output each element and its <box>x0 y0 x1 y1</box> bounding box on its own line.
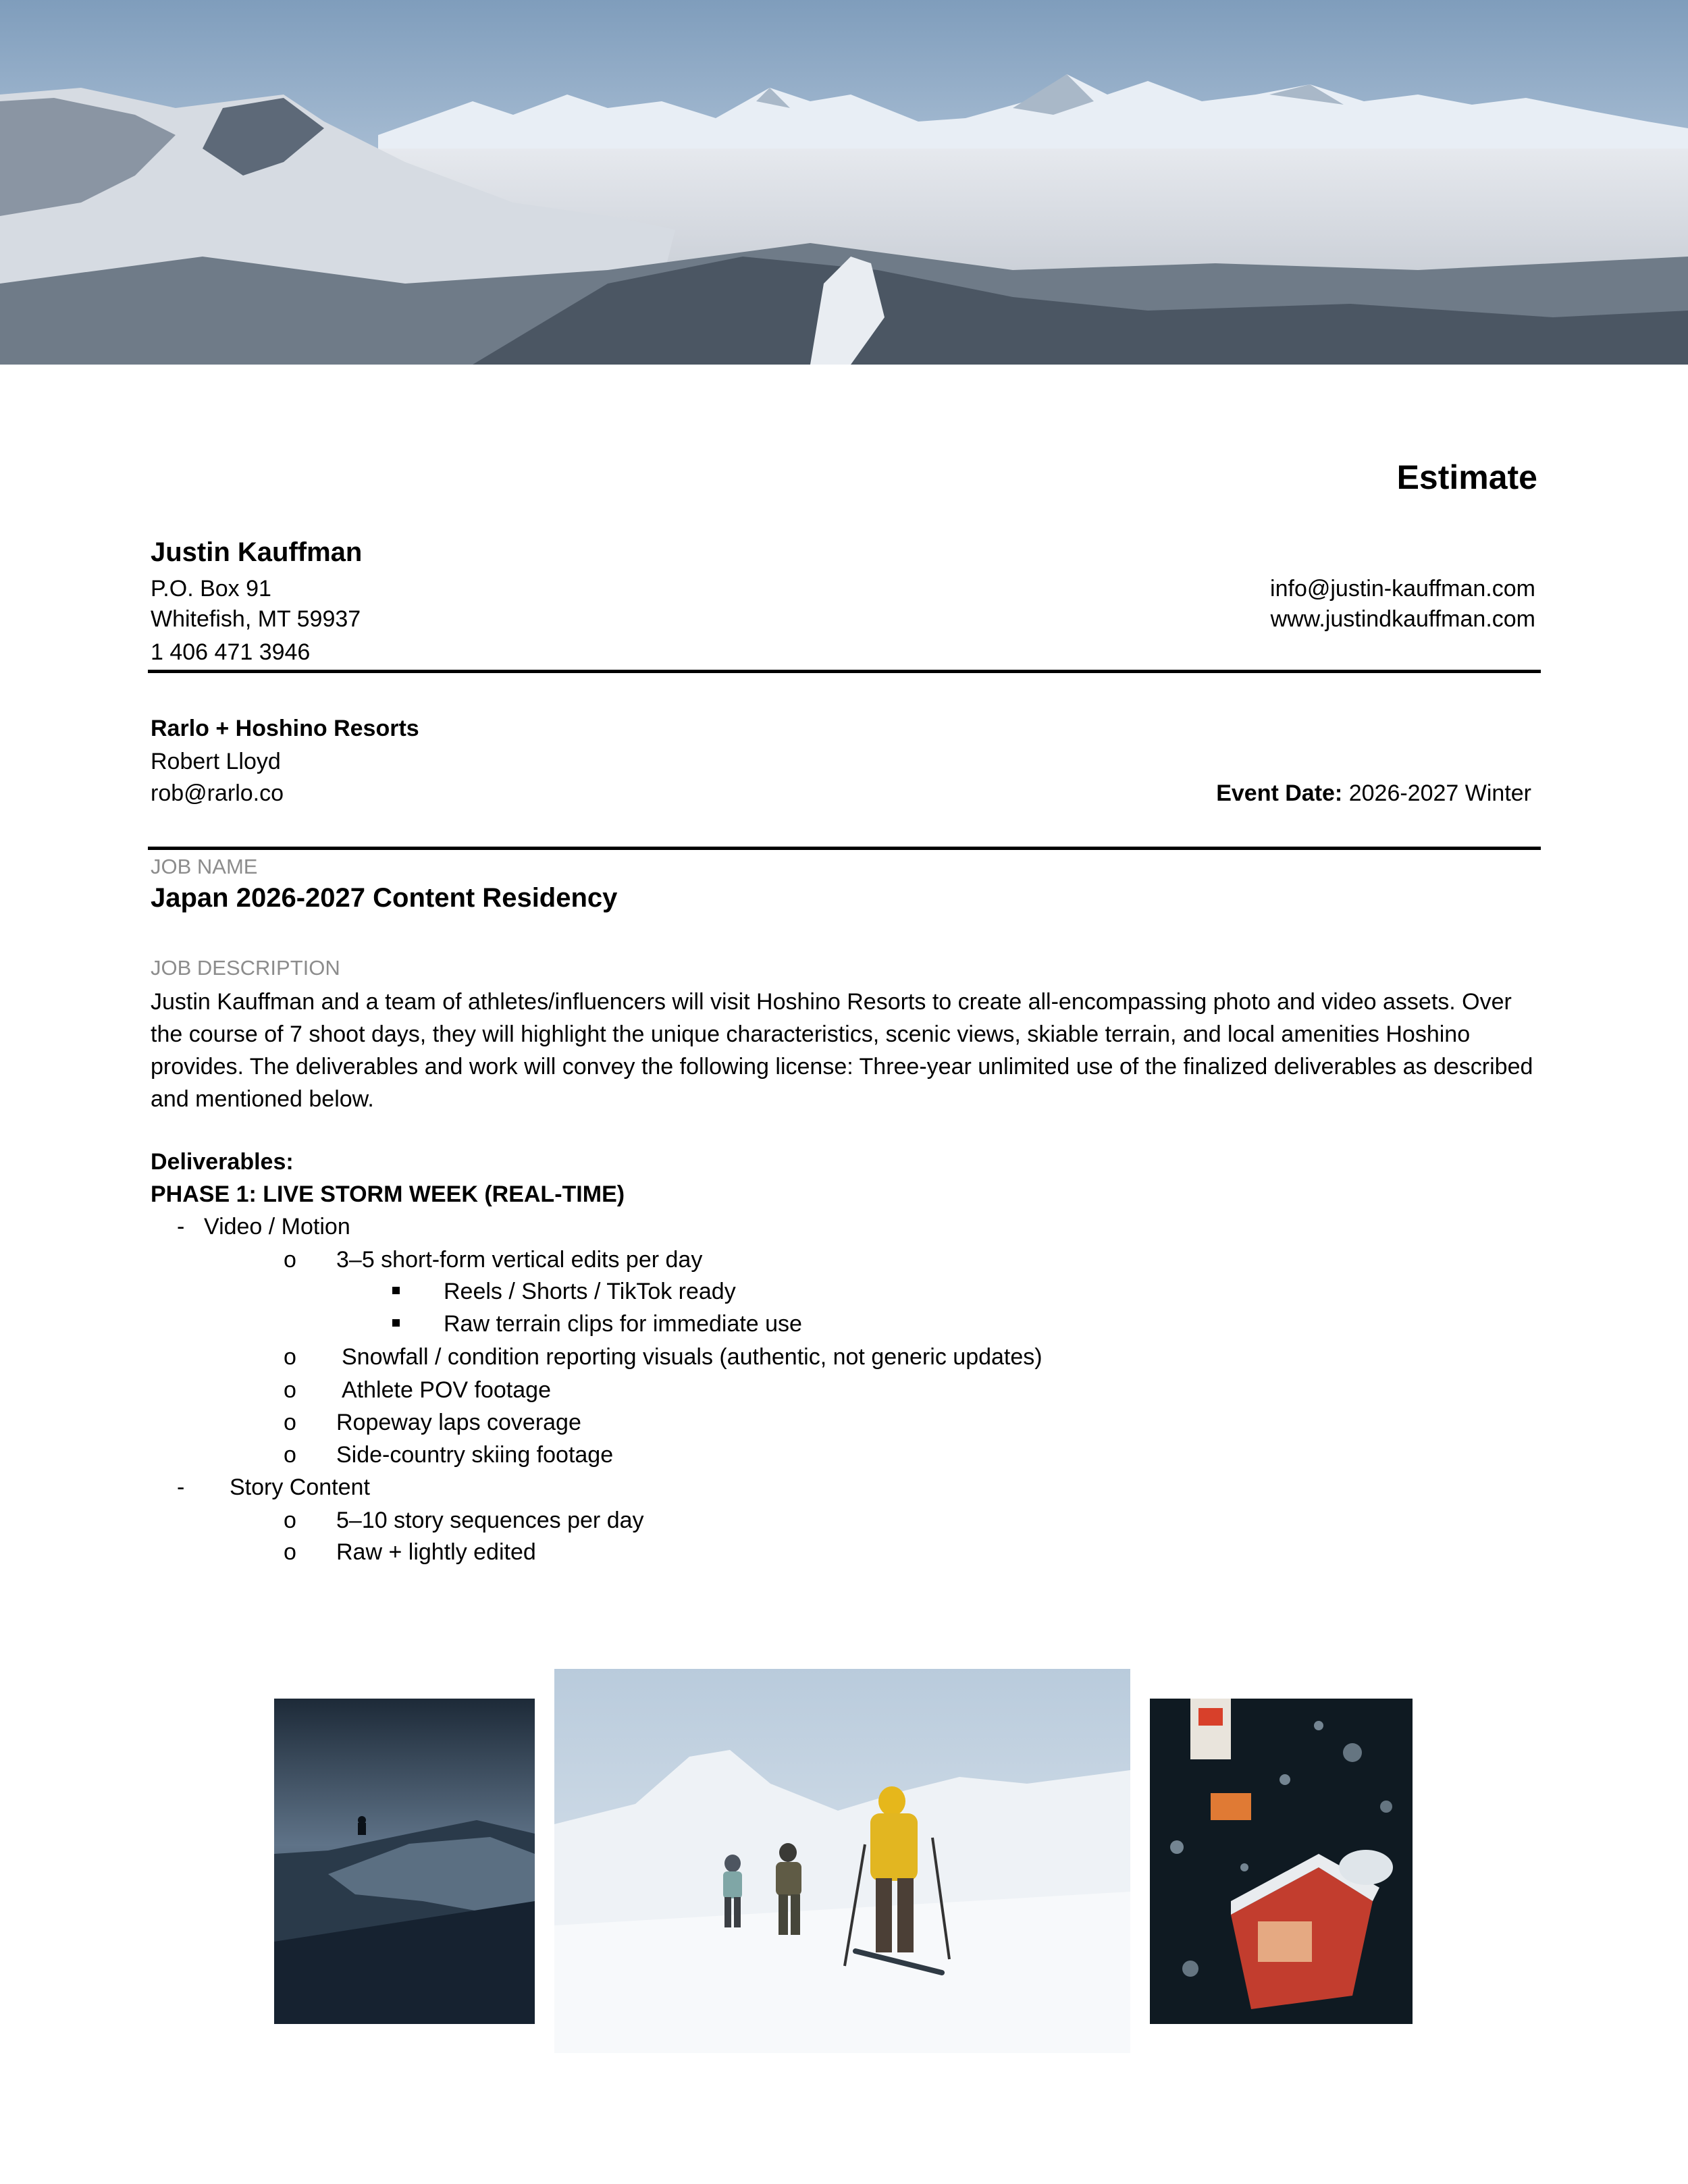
list-item: Athlete POV footage <box>342 1377 551 1403</box>
client-company: Rarlo + Hoshino Resorts <box>151 716 419 741</box>
list-dash-marker: - <box>177 1474 185 1500</box>
list-circle-marker: o <box>284 1410 296 1435</box>
sender-website-link[interactable]: www.justindkauffman.com <box>1270 606 1535 632</box>
job-description: Justin Kauffman and a team of athletes/influencers will visit Hoshino Resorts to create all-encompassing photo and video assets. Over the course of 7 shoot days, they will highlight the unique characteristics, scenic views, skiable terrain, and local amenities Hoshino provides. The deliverables and work will convey the following license: Three-year unlimited use of the finalized deliverables as described and mentioned below. <box>151 989 1533 1112</box>
list-circle-marker: o <box>284 1442 296 1468</box>
sender-email-link[interactable]: info@justin-kauffman.com <box>1270 576 1535 602</box>
list-item: Side-country skiing footage <box>336 1442 614 1468</box>
client-contact-name: Robert Lloyd <box>151 749 281 774</box>
event-date-value: 2026-2027 Winter <box>1348 780 1531 806</box>
list-circle-marker: o <box>284 1508 296 1533</box>
document-type-title: Estimate <box>1396 458 1537 496</box>
list-item: 3–5 short-form vertical edits per day <box>336 1247 703 1273</box>
divider-rule <box>148 847 1541 850</box>
video-motion-label: Video / Motion <box>204 1214 350 1240</box>
divider-rule <box>148 670 1541 673</box>
list-circle-marker: o <box>284 1539 296 1565</box>
list-item: Ropeway laps coverage <box>336 1410 581 1435</box>
story-content-label: Story Content <box>230 1474 370 1500</box>
night-snowfall-photo <box>1150 1699 1413 2024</box>
list-sub-item: Raw terrain clips for immediate use <box>444 1311 802 1337</box>
sender-address-line2: Whitefish, MT 59937 <box>151 606 361 632</box>
list-square-marker <box>392 1319 400 1327</box>
job-description-label: JOB DESCRIPTION <box>151 956 340 980</box>
list-circle-marker: o <box>284 1344 296 1370</box>
list-item: 5–10 story sequences per day <box>336 1508 644 1533</box>
event-date-label: Event Date: <box>1216 780 1343 806</box>
job-name-label: JOB NAME <box>151 855 258 878</box>
skier-silhouette-photo <box>274 1699 535 2024</box>
list-item: Snowfall / condition reporting visuals (authentic, not generic updates) <box>342 1344 1043 1370</box>
job-name: Japan 2026-2027 Content Residency <box>151 883 618 913</box>
event-date <box>1216 777 1531 809</box>
header-mountain-photo <box>0 0 1688 365</box>
list-sub-item: Reels / Shorts / TikTok ready <box>444 1279 736 1304</box>
ski-touring-group-photo <box>554 1669 1130 2053</box>
phase-title: PHASE 1: LIVE STORM WEEK (REAL-TIME) <box>151 1181 625 1207</box>
sender-name: Justin Kauffman <box>151 537 363 567</box>
client-email-link[interactable]: rob@rarlo.co <box>151 780 284 806</box>
list-item: Raw + lightly edited <box>336 1539 536 1565</box>
list-square-marker <box>392 1287 400 1294</box>
deliverables-heading: Deliverables: <box>151 1149 294 1175</box>
sender-address-line1: P.O. Box 91 <box>151 576 271 602</box>
list-circle-marker: o <box>284 1247 296 1273</box>
list-dash-marker: - <box>177 1214 185 1240</box>
list-circle-marker: o <box>284 1377 296 1403</box>
sender-phone: 1 406 471 3946 <box>151 639 311 665</box>
